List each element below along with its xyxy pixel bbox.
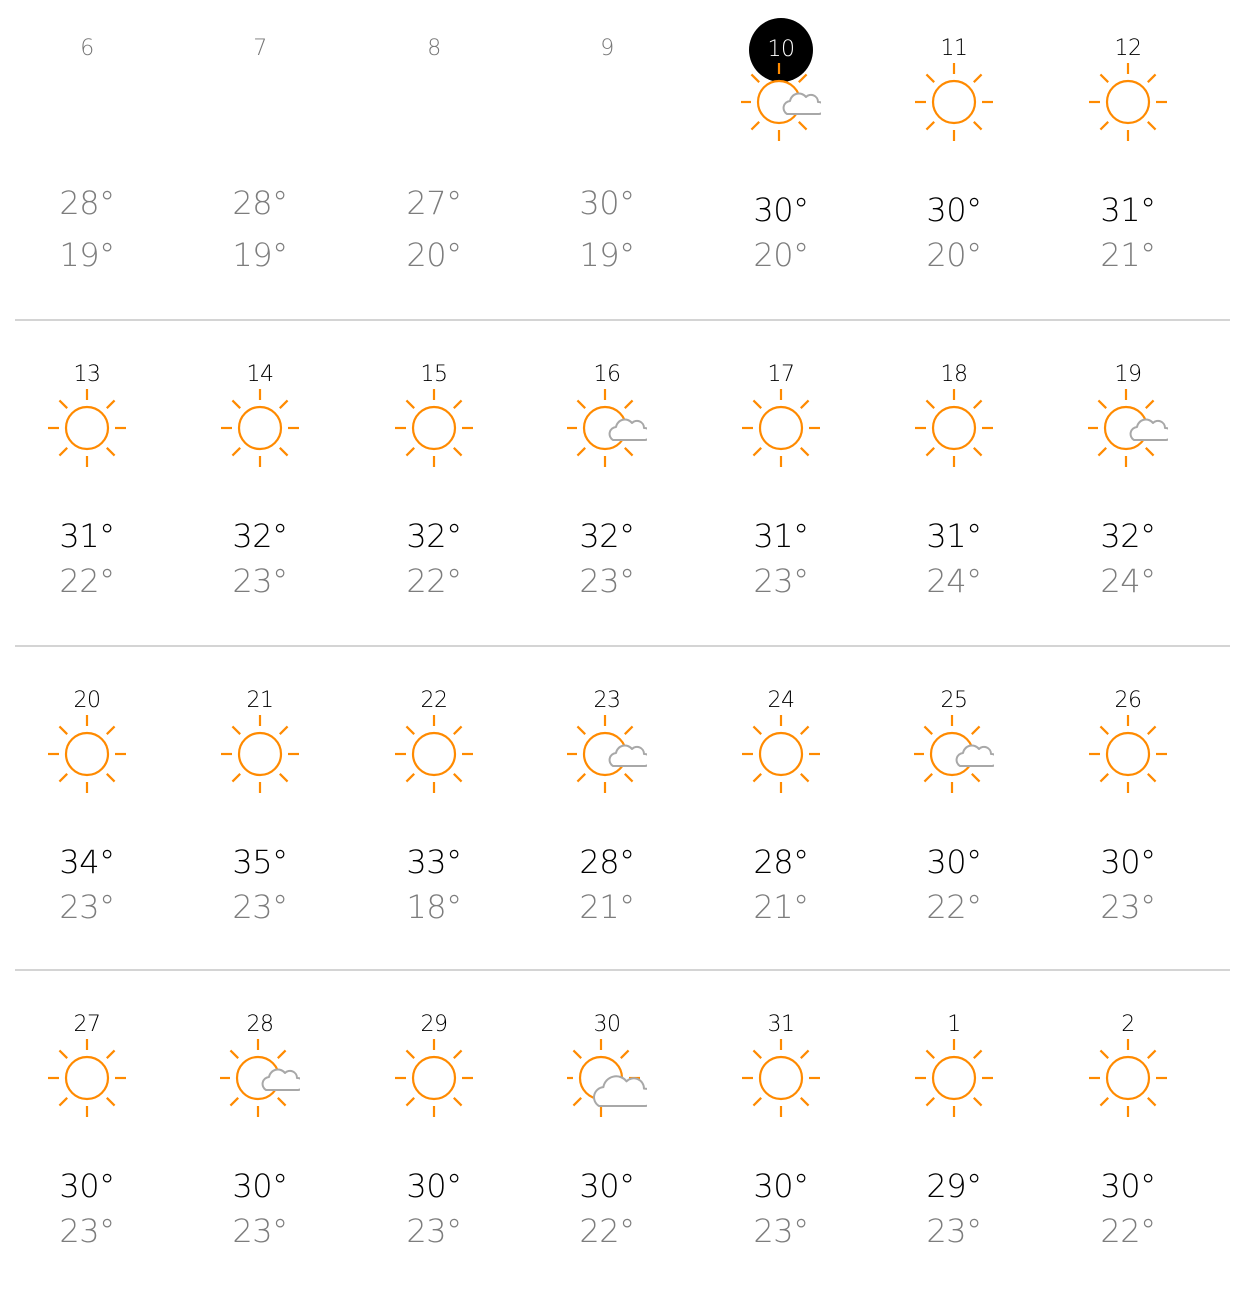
temp-high: 29°: [926, 1167, 982, 1205]
day-number: 11: [940, 36, 968, 61]
day-cell[interactable]: [27, 0, 147, 325]
day-cell[interactable]: [27, 326, 147, 651]
day-cell[interactable]: [547, 652, 667, 977]
day-number: 31: [767, 1012, 795, 1037]
sun-icon: [1088, 1038, 1168, 1118]
sun-shape: [395, 1039, 473, 1117]
day-number: 28: [246, 1012, 274, 1037]
day-cell[interactable]: [547, 0, 667, 325]
sun-shape: [742, 389, 820, 467]
day-number: 23: [593, 688, 621, 713]
day-number: 20: [73, 688, 101, 713]
day-number: 25: [940, 688, 968, 713]
temp-high: 31°: [753, 517, 809, 555]
temp-low: 23°: [926, 1212, 982, 1250]
temp-high: 30°: [232, 1167, 288, 1205]
day-cell[interactable]: [721, 326, 841, 651]
sun-shape: [1089, 715, 1167, 793]
temp-high: 32°: [232, 517, 288, 555]
sun-small-cloud-icon: [220, 1038, 300, 1118]
sun-shape: [915, 389, 993, 467]
temp-high: 30°: [579, 184, 635, 222]
day-number: 16: [593, 362, 621, 387]
day-number: 6: [80, 36, 94, 61]
sun-icon: [394, 714, 474, 794]
temp-low: 22°: [579, 1212, 635, 1250]
cloud-shape: [610, 745, 647, 766]
temp-high: 30°: [926, 843, 982, 881]
temp-low: 23°: [1100, 888, 1156, 926]
day-cell[interactable]: [374, 652, 494, 977]
temp-high: 28°: [59, 184, 115, 222]
temp-low: 22°: [406, 562, 462, 600]
day-number: 17: [767, 362, 795, 387]
day-cell[interactable]: [547, 326, 667, 651]
sun-icon: [914, 388, 994, 468]
day-cell[interactable]: [1068, 0, 1188, 325]
day-number: 22: [420, 688, 448, 713]
temp-low: 20°: [926, 236, 982, 274]
temp-high: 32°: [579, 517, 635, 555]
sun-icon: [1088, 714, 1168, 794]
day-number: 27: [73, 1012, 101, 1037]
temp-low: 18°: [406, 888, 462, 926]
cloud-shape: [610, 419, 647, 440]
day-number: 24: [767, 688, 795, 713]
today-date-badge: 10: [749, 18, 813, 82]
sun-icon: [47, 714, 127, 794]
sun-shape: [915, 1039, 993, 1117]
sun-shape: [1089, 63, 1167, 141]
temp-high: 28°: [579, 843, 635, 881]
day-cell[interactable]: [894, 976, 1014, 1301]
temp-low: 23°: [59, 888, 115, 926]
temp-high: 31°: [1100, 191, 1156, 229]
sun-shape: [395, 389, 473, 467]
temp-low: 23°: [753, 562, 809, 600]
sun-shape: [48, 389, 126, 467]
temp-high: 30°: [59, 1167, 115, 1205]
sun-small-cloud-icon: [1088, 388, 1168, 468]
sun-icon: [394, 1038, 474, 1118]
sun-icon: [914, 62, 994, 142]
temp-low: 23°: [406, 1212, 462, 1250]
temp-low: 22°: [1100, 1212, 1156, 1250]
temp-high: 27°: [406, 184, 462, 222]
day-number: 19: [1114, 362, 1142, 387]
day-number: 8: [427, 36, 441, 61]
sun-shape: [48, 715, 126, 793]
sun-icon: [914, 1038, 994, 1118]
temp-low: 23°: [232, 562, 288, 600]
day-cell[interactable]: [1068, 652, 1188, 977]
day-cell[interactable]: [27, 652, 147, 977]
temp-high: 30°: [1100, 843, 1156, 881]
day-cell[interactable]: [894, 0, 1014, 325]
day-cell[interactable]: [894, 326, 1014, 651]
sun-icon: [47, 388, 127, 468]
cloud-shape: [594, 1076, 647, 1106]
sun-small-cloud-icon: [567, 714, 647, 794]
sun-shape: [742, 1039, 820, 1117]
sun-icon: [741, 714, 821, 794]
day-cell[interactable]: [894, 652, 1014, 977]
week-divider: [15, 645, 1230, 647]
temp-low: 22°: [926, 888, 982, 926]
week-divider: [15, 319, 1230, 321]
day-number: 1: [947, 1012, 961, 1037]
temp-high: 33°: [406, 843, 462, 881]
sun-small-cloud-icon: [914, 714, 994, 794]
sun-icon: [220, 388, 300, 468]
temp-high: 30°: [579, 1167, 635, 1205]
day-cell[interactable]: [721, 652, 841, 977]
day-number: 15: [420, 362, 448, 387]
day-number: 18: [940, 362, 968, 387]
sun-small-cloud-icon: [567, 388, 647, 468]
sun-shape: [221, 715, 299, 793]
day-number: 2: [1121, 1012, 1135, 1037]
day-cell[interactable]: [1068, 976, 1188, 1301]
day-number: 14: [246, 362, 274, 387]
day-number: 21: [246, 688, 274, 713]
week-row: [15, 976, 1230, 1301]
temp-high: 30°: [406, 1167, 462, 1205]
sun-small-cloud-icon: [741, 62, 821, 142]
temp-low: 21°: [579, 888, 635, 926]
week-row: [15, 652, 1230, 977]
day-number: 7: [253, 36, 267, 61]
sun-shape: [915, 63, 993, 141]
sun-shape: [1089, 1039, 1167, 1117]
temp-low: 23°: [59, 1212, 115, 1250]
temp-high: 35°: [232, 843, 288, 881]
sun-shape: [395, 715, 473, 793]
day-number: 9: [600, 36, 614, 61]
day-number: 29: [420, 1012, 448, 1037]
temp-high: 28°: [753, 843, 809, 881]
sun-icon: [741, 1038, 821, 1118]
temp-high: 30°: [753, 191, 809, 229]
temp-low: 23°: [579, 562, 635, 600]
temp-low: 19°: [579, 236, 635, 274]
day-cell[interactable]: [200, 326, 320, 651]
temp-low: 20°: [753, 236, 809, 274]
cloud-shape: [957, 745, 994, 766]
day-cell[interactable]: [721, 976, 841, 1301]
day-number: 30: [593, 1012, 621, 1037]
temp-high: 34°: [59, 843, 115, 881]
temp-low: 24°: [926, 562, 982, 600]
temp-high: 31°: [59, 517, 115, 555]
temp-low: 23°: [753, 1212, 809, 1250]
sun-shape: [221, 389, 299, 467]
temp-low: 23°: [232, 1212, 288, 1250]
sun-icon: [741, 388, 821, 468]
temp-low: 23°: [232, 888, 288, 926]
day-cell[interactable]: [27, 976, 147, 1301]
day-cell[interactable]: [374, 326, 494, 651]
day-number: 26: [1114, 688, 1142, 713]
temp-low: 19°: [59, 236, 115, 274]
temp-low: 21°: [753, 888, 809, 926]
cloud-shape: [263, 1069, 300, 1090]
sun-big-cloud-icon: [567, 1038, 647, 1118]
sun-icon: [220, 714, 300, 794]
cloud-shape: [784, 93, 821, 114]
day-cell[interactable]: [374, 976, 494, 1301]
temp-high: 31°: [926, 517, 982, 555]
day-cell[interactable]: [1068, 326, 1188, 651]
temp-low: 19°: [232, 236, 288, 274]
sun-icon: [1088, 62, 1168, 142]
day-cell-today[interactable]: [721, 0, 841, 325]
temp-high: 32°: [1100, 517, 1156, 555]
week-row: [15, 0, 1230, 325]
temp-low: 20°: [406, 236, 462, 274]
day-cell[interactable]: [200, 976, 320, 1301]
day-cell[interactable]: [200, 0, 320, 325]
cloud-shape: [1131, 419, 1168, 440]
temp-low: 24°: [1100, 562, 1156, 600]
temp-high: 32°: [406, 517, 462, 555]
temp-high: 28°: [232, 184, 288, 222]
day-cell[interactable]: [547, 976, 667, 1301]
day-cell[interactable]: [374, 0, 494, 325]
temp-high: 30°: [1100, 1167, 1156, 1205]
week-divider: [15, 969, 1230, 971]
sun-shape: [742, 715, 820, 793]
temp-low: 22°: [59, 562, 115, 600]
sun-icon: [47, 1038, 127, 1118]
day-number: 12: [1114, 36, 1142, 61]
temp-high: 30°: [926, 191, 982, 229]
sun-shape: [48, 1039, 126, 1117]
day-cell[interactable]: [200, 652, 320, 977]
sun-icon: [394, 388, 474, 468]
week-row: [15, 326, 1230, 651]
day-number: 13: [73, 362, 101, 387]
temp-low: 21°: [1100, 236, 1156, 274]
temp-high: 30°: [753, 1167, 809, 1205]
